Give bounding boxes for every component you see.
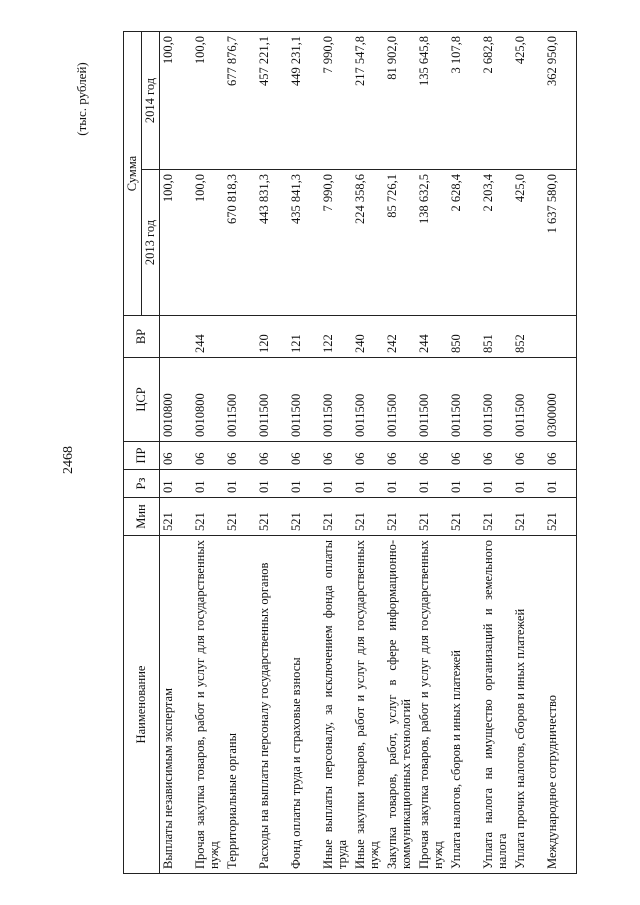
cell-pr: 06 xyxy=(448,442,480,470)
cell-rz: 01 xyxy=(544,470,577,498)
cell-rz: 01 xyxy=(352,470,384,498)
cell-csr: 0011500 xyxy=(512,358,544,442)
cell-csr: 0011500 xyxy=(320,358,352,442)
cell-min: 521 xyxy=(224,498,256,536)
cell-vr xyxy=(224,316,256,358)
cell-vr: 120 xyxy=(256,316,288,358)
table-row xyxy=(480,32,512,874)
cell-pr: 06 xyxy=(256,442,288,470)
header-year-2014: 2014 год xyxy=(142,32,160,170)
cell-amount-2013: 100,0 xyxy=(192,170,224,316)
cell-rz: 01 xyxy=(480,470,512,498)
cell-amount-2014: 2 682,8 xyxy=(480,32,512,170)
cell-name: Уплата прочих налогов, сборов и иных платежей xyxy=(512,536,544,874)
header-name: Наименование xyxy=(124,536,160,874)
cell-min: 521 xyxy=(320,498,352,536)
cell-vr: 244 xyxy=(192,316,224,358)
cell-rz: 01 xyxy=(448,470,480,498)
table-row xyxy=(416,32,448,874)
cell-amount-2013: 7 990,0 xyxy=(320,170,352,316)
cell-min: 521 xyxy=(256,498,288,536)
cell-pr: 06 xyxy=(384,442,416,470)
cell-amount-2014: 100,0 xyxy=(192,32,224,170)
cell-pr: 06 xyxy=(512,442,544,470)
cell-rz: 01 xyxy=(416,470,448,498)
cell-pr: 06 xyxy=(416,442,448,470)
cell-min: 521 xyxy=(480,498,512,536)
table-row xyxy=(320,32,352,874)
cell-pr: 06 xyxy=(544,442,577,470)
cell-pr: 06 xyxy=(288,442,320,470)
units-note: (тыс. рублей) xyxy=(74,62,89,136)
cell-csr: 0011500 xyxy=(416,358,448,442)
table-row xyxy=(288,32,320,874)
budget-table xyxy=(123,31,577,874)
cell-csr: 0011500 xyxy=(352,358,384,442)
cell-vr xyxy=(544,316,577,358)
cell-rz: 01 xyxy=(192,470,224,498)
cell-amount-2013: 670 818,3 xyxy=(224,170,256,316)
cell-amount-2013: 435 841,3 xyxy=(288,170,320,316)
cell-vr: 850 xyxy=(448,316,480,358)
cell-amount-2013: 2 203,4 xyxy=(480,170,512,316)
cell-amount-2014: 362 950,0 xyxy=(544,32,577,170)
cell-pr: 06 xyxy=(320,442,352,470)
cell-name: Иные выплаты персоналу, за исключением фонда оплаты труда xyxy=(320,536,352,874)
cell-vr: 122 xyxy=(320,316,352,358)
cell-pr: 06 xyxy=(480,442,512,470)
header-rz: Рз xyxy=(124,470,160,498)
header-year-2013: 2013 год xyxy=(142,170,160,316)
cell-amount-2014: 7 990,0 xyxy=(320,32,352,170)
cell-name: Выплаты независимым экспертам xyxy=(160,536,193,874)
table-row xyxy=(224,32,256,874)
cell-amount-2013: 85 726,1 xyxy=(384,170,416,316)
cell-min: 521 xyxy=(192,498,224,536)
cell-csr: 0010800 xyxy=(192,358,224,442)
cell-csr: 0011500 xyxy=(224,358,256,442)
header-pr: ПР xyxy=(124,442,160,470)
table-row xyxy=(352,32,384,874)
cell-amount-2013: 2 628,4 xyxy=(448,170,480,316)
cell-pr: 06 xyxy=(192,442,224,470)
cell-amount-2014: 3 107,8 xyxy=(448,32,480,170)
cell-csr: 0300000 xyxy=(544,358,577,442)
cell-name: Закупка товаров, работ, услуг в сфере информационно-коммуникационных технологий xyxy=(384,536,416,874)
table-body xyxy=(160,32,577,874)
cell-vr xyxy=(160,316,193,358)
cell-rz: 01 xyxy=(384,470,416,498)
page-number: 2468 xyxy=(61,446,76,474)
cell-amount-2014: 457 221,1 xyxy=(256,32,288,170)
cell-min: 521 xyxy=(416,498,448,536)
cell-amount-2014: 449 231,1 xyxy=(288,32,320,170)
cell-vr: 242 xyxy=(384,316,416,358)
cell-amount-2013: 224 358,6 xyxy=(352,170,384,316)
cell-rz: 01 xyxy=(320,470,352,498)
table-row xyxy=(544,32,577,874)
cell-name: Территориальные органы xyxy=(224,536,256,874)
cell-min: 521 xyxy=(288,498,320,536)
cell-name: Международное сотрудничество xyxy=(544,536,577,874)
cell-rz: 01 xyxy=(288,470,320,498)
cell-amount-2013: 425,0 xyxy=(512,170,544,316)
cell-amount-2013: 1 637 580,0 xyxy=(544,170,577,316)
cell-amount-2014: 677 876,7 xyxy=(224,32,256,170)
header-sum: Сумма xyxy=(124,32,142,316)
cell-csr: 0011500 xyxy=(384,358,416,442)
cell-amount-2013: 100,0 xyxy=(160,170,193,316)
table-row xyxy=(192,32,224,874)
cell-amount-2014: 81 902,0 xyxy=(384,32,416,170)
cell-name: Иные закупки товаров, работ и услуг для государственных нужд xyxy=(352,536,384,874)
cell-amount-2014: 135 645,8 xyxy=(416,32,448,170)
table-row xyxy=(160,32,193,874)
cell-pr: 06 xyxy=(352,442,384,470)
cell-rz: 01 xyxy=(512,470,544,498)
cell-min: 521 xyxy=(544,498,577,536)
cell-rz: 01 xyxy=(224,470,256,498)
cell-amount-2014: 425,0 xyxy=(512,32,544,170)
cell-min: 521 xyxy=(352,498,384,536)
cell-pr: 06 xyxy=(160,442,193,470)
table-row xyxy=(448,32,480,874)
cell-min: 521 xyxy=(384,498,416,536)
cell-name: Фонд оплаты труда и страховые взносы xyxy=(288,536,320,874)
cell-name: Прочая закупка товаров, работ и услуг для государственных нужд xyxy=(192,536,224,874)
cell-amount-2013: 443 831,3 xyxy=(256,170,288,316)
table-row xyxy=(512,32,544,874)
table-row xyxy=(384,32,416,874)
cell-amount-2013: 138 632,5 xyxy=(416,170,448,316)
cell-vr: 851 xyxy=(480,316,512,358)
cell-min: 521 xyxy=(512,498,544,536)
cell-vr: 852 xyxy=(512,316,544,358)
table-row xyxy=(256,32,288,874)
cell-amount-2014: 100,0 xyxy=(160,32,193,170)
header-csr: ЦСР xyxy=(124,358,160,442)
cell-csr: 0010800 xyxy=(160,358,193,442)
cell-name: Уплата налога на имущество организаций и земельного налога xyxy=(480,536,512,874)
cell-csr: 0011500 xyxy=(288,358,320,442)
budget-table-rotated xyxy=(123,32,560,874)
cell-min: 521 xyxy=(160,498,193,536)
cell-name: Уплата налогов, сборов и иных платежей xyxy=(448,536,480,874)
cell-csr: 0011500 xyxy=(256,358,288,442)
cell-vr: 240 xyxy=(352,316,384,358)
header-vr: ВР xyxy=(124,316,160,358)
cell-rz: 01 xyxy=(160,470,193,498)
cell-amount-2014: 217 547,8 xyxy=(352,32,384,170)
cell-rz: 01 xyxy=(256,470,288,498)
cell-csr: 0011500 xyxy=(480,358,512,442)
cell-csr: 0011500 xyxy=(448,358,480,442)
header-min: Мин xyxy=(124,498,160,536)
cell-name: Прочая закупка товаров, работ и услуг для государственных нужд xyxy=(416,536,448,874)
cell-min: 521 xyxy=(448,498,480,536)
cell-vr: 121 xyxy=(288,316,320,358)
cell-name: Расходы на выплаты персоналу государственных органов xyxy=(256,536,288,874)
cell-vr: 244 xyxy=(416,316,448,358)
cell-pr: 06 xyxy=(224,442,256,470)
